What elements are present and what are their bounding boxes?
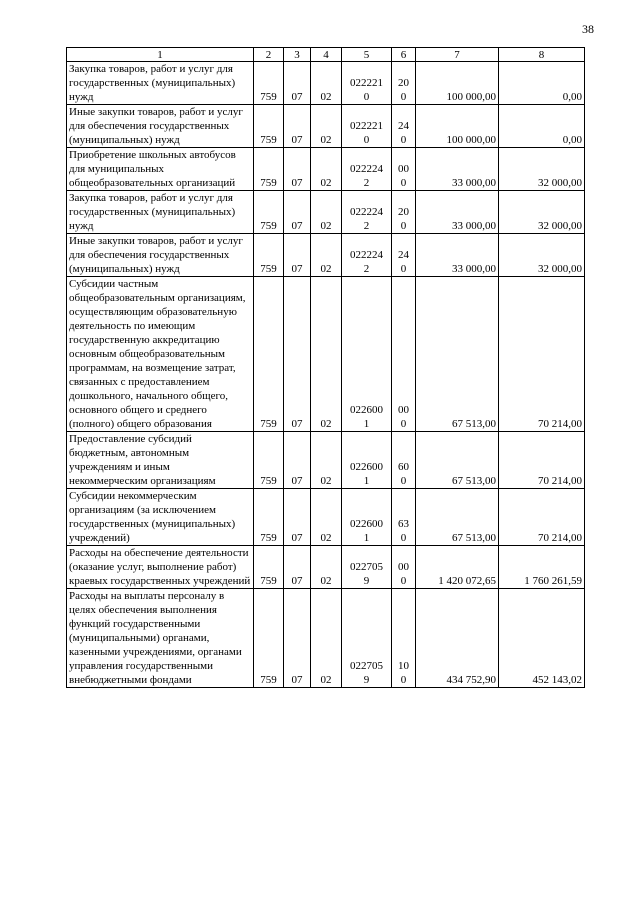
row-subsection-cell: 02 [311, 432, 342, 489]
table-row [67, 489, 585, 546]
row-expense-type-cell-part: 0 [400, 220, 407, 232]
row-name-cell: Расходы на выплаты персоналу в целях обеспечения выполнения функций государственными (муниципальными) органами, казенными учреждениями, органами управления государственными внебюджетными фондами [67, 589, 254, 688]
row-amount-year1-cell: 67 513,00 [416, 277, 499, 432]
row-name-cell: Иные закупки товаров, работ и услуг для обеспечения государственных (муниципальных) нужд [67, 234, 254, 277]
row-subsection-cell: 02 [311, 191, 342, 234]
row-expense-type-cell-part: 0 [400, 418, 407, 430]
row-section-cell: 07 [284, 589, 311, 688]
row-expense-type-cell-part: 0 [400, 575, 407, 587]
table-row [67, 191, 585, 234]
row-section-cell: 07 [284, 148, 311, 191]
row-expense-type-cell [392, 546, 416, 589]
column-header: 3 [284, 48, 311, 62]
column-header: 2 [254, 48, 284, 62]
table-row [67, 546, 585, 589]
row-name-cell: Закупка товаров, работ и услуг для государственных (муниципальных) нужд [67, 191, 254, 234]
row-expense-type-cell-part: 10 [398, 660, 409, 672]
row-code-cell: 759 [254, 62, 284, 105]
row-amount-year2-cell: 70 214,00 [499, 432, 585, 489]
row-section-cell: 07 [284, 277, 311, 432]
row-amount-year2-cell: 70 214,00 [499, 489, 585, 546]
row-target-article-cell-part: 022221 [350, 120, 383, 132]
header-row [67, 48, 585, 62]
row-target-article-cell-part: 022600 [350, 404, 383, 416]
row-target-article-cell-part: 022224 [350, 249, 383, 261]
column-header: 6 [392, 48, 416, 62]
row-code-cell: 759 [254, 432, 284, 489]
column-header: 7 [416, 48, 499, 62]
row-section-cell: 07 [284, 489, 311, 546]
row-amount-year1-cell: 100 000,00 [416, 105, 499, 148]
row-target-article-cell [342, 546, 392, 589]
row-expense-type-cell [392, 105, 416, 148]
row-target-article-cell [342, 277, 392, 432]
row-target-article-cell [342, 148, 392, 191]
row-amount-year1-cell: 100 000,00 [416, 62, 499, 105]
row-code-cell: 759 [254, 489, 284, 546]
row-expense-type-cell [392, 62, 416, 105]
row-code-cell: 759 [254, 191, 284, 234]
row-target-article-cell [342, 62, 392, 105]
row-target-article-cell-part: 2 [363, 263, 370, 275]
row-code-cell: 759 [254, 546, 284, 589]
row-name-cell: Закупка товаров, работ и услуг для государственных (муниципальных) нужд [67, 62, 254, 105]
row-amount-year2-cell: 0,00 [499, 105, 585, 148]
row-subsection-cell: 02 [311, 277, 342, 432]
row-amount-year2-cell: 70 214,00 [499, 277, 585, 432]
row-target-article-cell-part: 022600 [350, 461, 383, 473]
row-target-article-cell-part: 022224 [350, 163, 383, 175]
row-section-cell: 07 [284, 546, 311, 589]
row-target-article-cell [342, 234, 392, 277]
row-expense-type-cell [392, 489, 416, 546]
row-subsection-cell: 02 [311, 148, 342, 191]
row-target-article-cell [342, 432, 392, 489]
row-section-cell: 07 [284, 191, 311, 234]
column-header: 4 [311, 48, 342, 62]
row-amount-year1-cell: 67 513,00 [416, 489, 499, 546]
budget-table [66, 47, 585, 688]
table-row [67, 148, 585, 191]
row-section-cell: 07 [284, 62, 311, 105]
row-amount-year2-cell: 32 000,00 [499, 234, 585, 277]
row-subsection-cell: 02 [311, 546, 342, 589]
row-expense-type-cell-part: 0 [400, 177, 407, 189]
row-expense-type-cell-part: 0 [400, 134, 407, 146]
row-name-cell: Приобретение школьных автобусов для муниципальных общеобразовательных организаций [67, 148, 254, 191]
row-expense-type-cell [392, 277, 416, 432]
row-code-cell: 759 [254, 277, 284, 432]
row-amount-year1-cell: 434 752,90 [416, 589, 499, 688]
row-expense-type-cell [392, 234, 416, 277]
row-expense-type-cell-part: 0 [400, 263, 407, 275]
row-expense-type-cell-part: 0 [400, 475, 407, 487]
row-amount-year2-cell: 452 143,02 [499, 589, 585, 688]
row-expense-type-cell-part: 00 [398, 561, 409, 573]
row-target-article-cell [342, 489, 392, 546]
table-row [67, 105, 585, 148]
row-expense-type-cell [392, 191, 416, 234]
row-section-cell: 07 [284, 432, 311, 489]
row-target-article-cell-part: 022224 [350, 206, 383, 218]
row-expense-type-cell-part: 0 [400, 91, 407, 103]
row-code-cell: 759 [254, 589, 284, 688]
row-name-cell: Иные закупки товаров, работ и услуг для обеспечения государственных (муниципальных) нужд [67, 105, 254, 148]
row-target-article-cell-part: 1 [363, 418, 370, 430]
row-expense-type-cell-part: 24 [398, 249, 409, 261]
row-target-article-cell [342, 589, 392, 688]
row-subsection-cell: 02 [311, 62, 342, 105]
table-row [67, 62, 585, 105]
row-subsection-cell: 02 [311, 105, 342, 148]
row-section-cell: 07 [284, 234, 311, 277]
row-name-cell: Расходы на обеспечение деятельности (оказание услуг, выполнение работ) краевых государственных учреждений [67, 546, 254, 589]
row-target-article-cell-part: 022600 [350, 518, 383, 530]
row-code-cell: 759 [254, 105, 284, 148]
row-target-article-cell-part: 1 [363, 532, 370, 544]
row-expense-type-cell [392, 432, 416, 489]
row-target-article-cell-part: 9 [363, 575, 370, 587]
row-target-article-cell [342, 191, 392, 234]
row-target-article-cell-part: 1 [363, 475, 370, 487]
row-amount-year1-cell: 67 513,00 [416, 432, 499, 489]
row-expense-type-cell-part: 20 [398, 206, 409, 218]
row-expense-type-cell-part: 00 [398, 163, 409, 175]
table-row [67, 589, 585, 688]
table-row [67, 234, 585, 277]
row-name-cell: Субсидии частным общеобразовательным организациям, осуществляющим образовательную деятельность по имеющим государственную аккредитацию основным общеобразовательным программам, на возмещение затрат, связанных с предоставлением дошкольного, начального общего, основного общего и среднего (полного) общего образования [67, 277, 254, 432]
row-amount-year1-cell: 33 000,00 [416, 234, 499, 277]
row-target-article-cell-part: 022705 [350, 561, 383, 573]
table-row [67, 277, 585, 432]
row-section-cell: 07 [284, 105, 311, 148]
row-expense-type-cell-part: 00 [398, 404, 409, 416]
row-target-article-cell-part: 0 [363, 91, 370, 103]
row-target-article-cell-part: 9 [363, 674, 370, 686]
row-amount-year2-cell: 1 760 261,59 [499, 546, 585, 589]
row-amount-year1-cell: 33 000,00 [416, 148, 499, 191]
column-header: 5 [342, 48, 392, 62]
row-code-cell: 759 [254, 148, 284, 191]
row-target-article-cell-part: 022221 [350, 77, 383, 89]
column-header: 8 [499, 48, 585, 62]
row-amount-year2-cell: 32 000,00 [499, 148, 585, 191]
row-subsection-cell: 02 [311, 489, 342, 546]
row-expense-type-cell-part: 60 [398, 461, 409, 473]
row-expense-type-cell [392, 148, 416, 191]
page-number: 38 [582, 22, 594, 36]
table-row [67, 432, 585, 489]
row-name-cell: Предоставление субсидий бюджетным, автономным учреждениям и иным некоммерческим организациям [67, 432, 254, 489]
row-amount-year2-cell: 0,00 [499, 62, 585, 105]
row-expense-type-cell-part: 20 [398, 77, 409, 89]
row-target-article-cell-part: 0 [363, 134, 370, 146]
row-target-article-cell-part: 2 [363, 177, 370, 189]
row-code-cell: 759 [254, 234, 284, 277]
row-expense-type-cell-part: 63 [398, 518, 409, 530]
row-subsection-cell: 02 [311, 234, 342, 277]
row-target-article-cell [342, 105, 392, 148]
row-expense-type-cell-part: 24 [398, 120, 409, 132]
row-expense-type-cell-part: 0 [400, 674, 407, 686]
row-expense-type-cell-part: 0 [400, 532, 407, 544]
row-name-cell: Субсидии некоммерческим организациям (за исключением государственных (муниципальных) учреждений) [67, 489, 254, 546]
column-header: 1 [67, 48, 254, 62]
row-target-article-cell-part: 2 [363, 220, 370, 232]
table-body [67, 62, 585, 688]
row-amount-year1-cell: 33 000,00 [416, 191, 499, 234]
row-amount-year2-cell: 32 000,00 [499, 191, 585, 234]
row-amount-year1-cell: 1 420 072,65 [416, 546, 499, 589]
row-target-article-cell-part: 022705 [350, 660, 383, 672]
row-expense-type-cell [392, 589, 416, 688]
row-subsection-cell: 02 [311, 589, 342, 688]
